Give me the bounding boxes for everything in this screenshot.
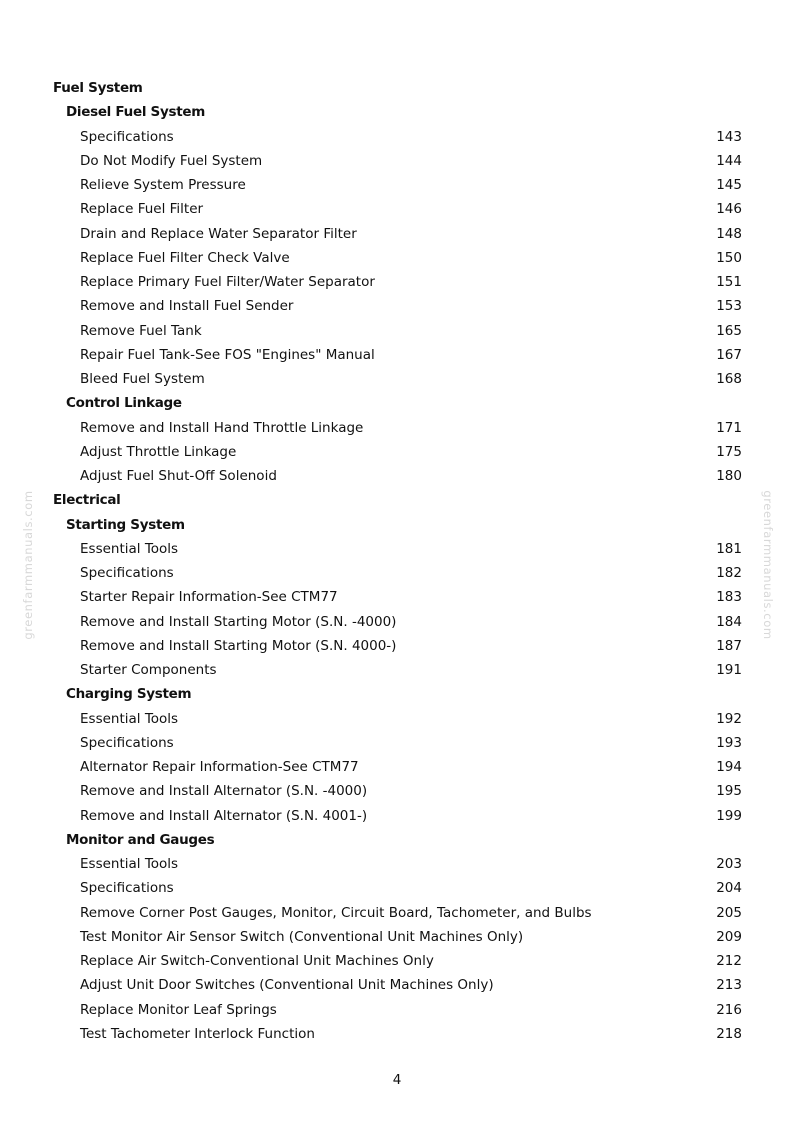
toc-title: Specifications xyxy=(80,128,174,145)
toc-entry xyxy=(0,464,794,488)
toc-page-number: 145 xyxy=(716,177,742,193)
page-number: 4 xyxy=(392,1072,402,1088)
toc-page-number: 165 xyxy=(716,322,742,339)
toc-page-number: 204 xyxy=(716,880,742,897)
toc-entry xyxy=(0,173,794,197)
toc-entry xyxy=(0,973,794,997)
toc-page-number: 151 xyxy=(716,274,742,290)
toc-title: Charging System xyxy=(66,686,192,703)
toc-entry xyxy=(0,585,794,609)
toc-entry xyxy=(0,901,794,925)
toc-title: Repair Fuel Tank-See FOS "Engines" Manual xyxy=(80,346,375,363)
toc-page-number: 209 xyxy=(716,928,742,945)
toc-entry xyxy=(0,658,794,682)
toc-entry xyxy=(0,294,794,318)
toc-entry xyxy=(0,876,794,900)
toc-title: Remove and Install Starting Motor (S.N. 4000-) xyxy=(80,637,397,654)
toc-title: Replace Monitor Leaf Springs xyxy=(80,1001,277,1018)
toc-title: Alternator Repair Information-See CTM77 xyxy=(80,759,359,775)
toc-entry xyxy=(0,246,794,270)
toc-page-number: 203 xyxy=(716,856,742,872)
toc-page-number: 150 xyxy=(716,249,742,266)
toc-title: Control Linkage xyxy=(66,395,182,412)
toc-page-number: 148 xyxy=(716,225,742,242)
toc-title: Remove and Install Hand Throttle Linkage xyxy=(80,419,364,436)
toc-entry xyxy=(0,416,794,440)
toc-section-heading xyxy=(0,488,794,512)
toc-title: Replace Air Switch-Conventional Unit Machines Only xyxy=(80,953,434,969)
toc-entry xyxy=(0,222,794,246)
toc-title: Replace Fuel Filter Check Valve xyxy=(80,249,290,266)
toc-title: Remove and Install Starting Motor (S.N. -4000) xyxy=(80,613,397,630)
toc-page-number: 168 xyxy=(716,371,742,387)
toc-title: Fuel System xyxy=(53,80,143,96)
toc-title: Bleed Fuel System xyxy=(80,371,205,387)
toc-page-number: 183 xyxy=(716,589,742,606)
watermark-right: greenfarmmanuals.com xyxy=(761,490,775,640)
toc-subsection-heading xyxy=(0,682,794,706)
toc-entry xyxy=(0,852,794,876)
toc-entry xyxy=(0,125,794,149)
toc-entry xyxy=(0,998,794,1022)
toc-entry xyxy=(0,755,794,779)
toc-page-number: 175 xyxy=(716,443,742,460)
toc-title: Diesel Fuel System xyxy=(66,104,205,121)
toc-entry xyxy=(0,270,794,294)
toc-entry xyxy=(0,561,794,585)
toc-title: Specifications xyxy=(80,734,174,751)
toc-entry xyxy=(0,149,794,173)
toc-title: Starter Repair Information-See CTM77 xyxy=(80,589,338,606)
toc-title: Essential Tools xyxy=(80,540,179,557)
toc-title: Remove and Install Alternator (S.N. -4000) xyxy=(80,783,368,800)
table-of-contents xyxy=(0,76,794,1046)
toc-title: Remove and Install Alternator (S.N. 4001-) xyxy=(80,807,368,824)
toc-title: Essential Tools xyxy=(80,856,179,872)
toc-title: Do Not Modify Fuel System xyxy=(80,152,263,169)
toc-page-number: 191 xyxy=(716,662,742,678)
toc-title: Drain and Replace Water Separator Filter xyxy=(80,225,357,242)
toc-entry xyxy=(0,707,794,731)
toc-entry xyxy=(0,319,794,343)
toc-entry xyxy=(0,610,794,634)
toc-page-number: 199 xyxy=(716,807,742,824)
watermark-left: greenfarmmanuals.com xyxy=(21,490,35,640)
toc-entry xyxy=(0,440,794,464)
toc-title: Essential Tools xyxy=(80,710,179,727)
toc-title: Remove and Install Fuel Sender xyxy=(80,298,294,315)
toc-page-number: 182 xyxy=(716,565,742,581)
toc-entry xyxy=(0,634,794,658)
toc-entry xyxy=(0,367,794,391)
toc-title: Test Tachometer Interlock Function xyxy=(80,1025,315,1042)
toc-subsection-heading xyxy=(0,513,794,537)
toc-title: Replace Primary Fuel Filter/Water Separator xyxy=(80,274,375,290)
toc-title: Specifications xyxy=(80,565,174,581)
toc-page-number: 194 xyxy=(716,759,742,775)
toc-subsection-heading xyxy=(0,100,794,124)
toc-entry xyxy=(0,197,794,221)
toc-title: Remove Fuel Tank xyxy=(80,322,202,339)
toc-entry xyxy=(0,1022,794,1046)
toc-title: Starting System xyxy=(66,516,185,533)
toc-title: Adjust Unit Door Switches (Conventional Unit Machines Only) xyxy=(80,977,494,994)
toc-page-number: 181 xyxy=(716,540,742,557)
toc-subsection-heading xyxy=(0,828,794,852)
toc-title: Specifications xyxy=(80,880,174,897)
toc-entry xyxy=(0,343,794,367)
toc-page-number: 153 xyxy=(716,298,742,315)
toc-entry xyxy=(0,779,794,803)
toc-page-number: 213 xyxy=(716,977,742,994)
toc-page-number: 205 xyxy=(716,904,742,921)
toc-title: Monitor and Gauges xyxy=(66,831,215,848)
toc-page-number: 143 xyxy=(716,128,742,145)
toc-page-number: 212 xyxy=(716,953,742,969)
toc-entry xyxy=(0,731,794,755)
toc-page-number: 192 xyxy=(716,710,742,727)
toc-title: Adjust Throttle Linkage xyxy=(80,443,237,460)
toc-page-number: 184 xyxy=(716,613,742,630)
toc-title: Starter Components xyxy=(80,662,217,678)
toc-page-number: 180 xyxy=(716,468,742,484)
toc-entry xyxy=(0,949,794,973)
toc-title: Electrical xyxy=(53,492,121,509)
toc-page-number: 193 xyxy=(716,734,742,751)
toc-entry xyxy=(0,537,794,561)
toc-page-number: 144 xyxy=(716,152,742,169)
toc-title: Relieve System Pressure xyxy=(80,177,246,193)
toc-title: Remove Corner Post Gauges, Monitor, Circuit Board, Tachometer, and Bulbs xyxy=(80,904,592,921)
toc-title: Replace Fuel Filter xyxy=(80,201,204,218)
toc-page-number: 146 xyxy=(716,201,742,218)
toc-title: Adjust Fuel Shut-Off Solenoid xyxy=(80,468,277,484)
toc-entry xyxy=(0,804,794,828)
toc-page-number: 171 xyxy=(716,419,742,436)
toc-page-number: 187 xyxy=(716,637,742,654)
toc-page-number: 167 xyxy=(716,346,742,363)
toc-subsection-heading xyxy=(0,391,794,415)
toc-page-number: 218 xyxy=(716,1025,742,1042)
toc-page-number: 195 xyxy=(716,783,742,800)
toc-page-number: 216 xyxy=(716,1001,742,1018)
toc-title: Test Monitor Air Sensor Switch (Conventional Unit Machines Only) xyxy=(80,928,524,945)
toc-section-heading xyxy=(0,76,794,100)
toc-entry xyxy=(0,925,794,949)
